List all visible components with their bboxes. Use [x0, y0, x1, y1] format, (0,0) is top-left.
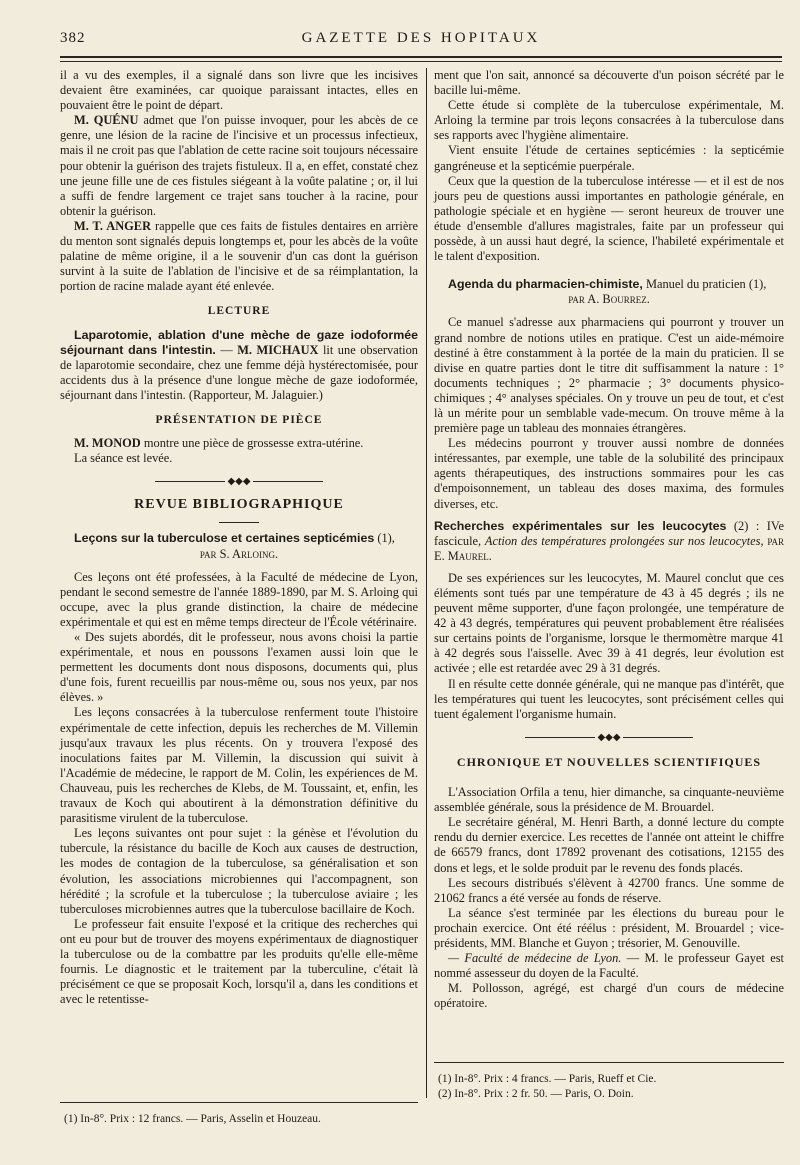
- left-column: [60, 68, 418, 1007]
- paragraph: [60, 436, 418, 451]
- paragraph: Les médecins pourront y trouver aussi nombre de données intéressantes, par exemple, une table de la solubilité des principaux agents thérapeutiques, des instructions sommaires pour les cas d'empoisonnement, un tableau des doses maxima, des formules diverses, etc.: [434, 436, 784, 511]
- closing-line: La séance est levée.: [74, 451, 173, 466]
- book-title: Recherches expérimentales sur les leucocytes: [434, 518, 727, 533]
- paragraph: Ceux que la question de la tuberculose intéresse — et il est de nos jours peu de questions aussi importantes en pathologie générale, en pathologie spéciale et en hygiène — seront heureux de trouver une étude d'ensemble d'allures magistrales, faite par un professeur qui possède, à un aussi haut degré, la science, l'habileté expérimentale et le talent d'exposition.: [434, 173, 784, 264]
- news-heading-italic: — Faculté de médecine de Lyon.: [448, 951, 622, 966]
- footnote-rule: [434, 1062, 784, 1063]
- paragraph: [60, 328, 418, 403]
- book-title-line: [60, 531, 418, 546]
- paragraph-text: — M. le professeur Gayet est nommé assesseur du doyen de la Faculté.: [434, 951, 785, 981]
- book-title-line: [434, 277, 784, 292]
- paragraph: [60, 219, 418, 294]
- paragraph: Vient ensuite l'étude de certaines septicémies : la septicémie gangréneuse et la septicémie puerpérale.: [434, 143, 784, 173]
- footnote: (2) In-8°. Prix : 2 fr. 50. — Paris, O. Doin.: [438, 1088, 634, 1100]
- paragraph: Le secrétaire général, M. Henri Barth, a donné lecture du compte rendu du dernier exercice. Les recettes de l'année ont atteint le chiffre de 66579 francs, dont 17892 provenant des cotisations, 12155 des dons et legs, et le solde produit par le revenu des fonds placés.: [434, 815, 784, 875]
- section-heading-presentation: PRÉSENTATION DE PIÈCE: [155, 413, 323, 426]
- speaker-name: M. MONOD: [74, 436, 141, 451]
- section-heading-revue: REVUE BIBLIOGRAPHIQUE: [134, 497, 344, 513]
- header-rule-thin: [60, 61, 782, 62]
- paragraph: [434, 951, 784, 981]
- speaker-name: M. MICHAUX: [237, 342, 319, 357]
- book-title: Leçons sur la tuberculose et certaines septicémies: [74, 531, 375, 546]
- right-column: [434, 68, 784, 1011]
- column-divider: [426, 68, 427, 1098]
- paragraph: « Des sujets abordés, dit le professeur, nous avons choisi la partie expérimentale, et nous en poussons l'examen aussi loin que le permettent les documents dont nous disposons, documents qui, plus d'une fois, furent recueillis par nous-même ou, sous nos yeux, par nos élèves. »: [60, 630, 418, 705]
- book-title-line: [434, 519, 784, 564]
- paragraph: L'Association Orfila a tenu, hier dimanche, sa cinquante-neuvième assemblée générale, sous la présidence de M. Brouardel.: [434, 785, 784, 815]
- paragraph: Les leçons suivantes ont pour sujet : la génèse et l'évolution du tubercule, la résistance du bacille de Koch aux causes de destruction, les modes de contagion de la tuberculose, sa généralisation et son évolution, les associations microbiennes qui l'accompagnent, son hérédité ; la scrofule et la tuberculose ; la tuberculose aviaire ; les tuberculoses microbiennes autres que la tuberculose bacillaire de Koch.: [60, 826, 418, 916]
- paragraph: Ces leçons ont été professées, à la Faculté de médecine de Lyon, pendant le second semestre de l'année 1889-1890, par M. S. Arloing qui occupe, avec la plus grande distinction, la chaire de médecine expérimentale et qui est en même temps directeur de l'École vétérinaire.: [60, 569, 418, 629]
- page-header: [60, 30, 782, 52]
- speaker-name: M. T. ANGER: [74, 218, 152, 233]
- section-heading-lecture: LECTURE: [207, 305, 271, 318]
- paragraph: Cette étude si complète de la tuberculose expérimentale, M. Arloing la termine par trois leçons consacrées à la tuberculose dans ses rapports avec l'hygiène alimentaire.: [434, 98, 784, 143]
- book-subtitle-italic: Action des températures prolongées sur nos leucocytes,: [484, 533, 764, 548]
- paragraph: ment que l'on sait, annoncé sa découverte d'un poison sécrété par le bacille lui-même.: [434, 68, 784, 98]
- lecture-title: Laparotomie, ablation d'une mèche de gaze iodoformée séjournant dans l'intestin.: [60, 327, 418, 357]
- page-number: 382: [60, 30, 86, 46]
- footnote-rule: [60, 1102, 418, 1103]
- paragraph: Ce manuel s'adresse aux pharmaciens qui pourront y trouver un grand nombre de notions utiles en pratique. C'est un aide-mémoire destiné à être constamment à la portée de la main du praticien. Il se divise en quatre parties dont le titre dit suffisamment la nature : 1° documents techniques ; 2° pharmacie ; 3° documents physico-chimiques ; 4° analyses spéciales. On y trouve un peu de tout, et c'est là un mérite pour un semblable vade-mecum. On trouve même à la première page un tableau des monnaies étrangères.: [434, 315, 784, 436]
- paragraph-text: rappelle que ces faits de fistules dentaires en arrière du menton sont signalés depuis longtemps et, pour les abcès de la voûte palatine de même origine, il a le souvenir d'un cas dont la guérison survint à la suite de l'ablation de l'incisive et de sa réimplantation, la portion de racine malade ayant été enlevée.: [60, 218, 418, 294]
- section-heading-chronique: CHRONIQUE ET NOUVELLES SCIENTIFIQUES: [456, 754, 762, 769]
- dash: —: [215, 342, 238, 357]
- book-subtitle: (2) : IVe fascicule,: [434, 518, 785, 548]
- book-author: par A. Bourrez.: [568, 292, 650, 307]
- footnote: (1) In-8°. Prix : 12 francs. — Paris, Asselin et Houzeau.: [64, 1113, 321, 1125]
- paragraph-text: montre une pièce de grossesse extra-utérine.: [140, 436, 364, 451]
- ornament-divider: ◆◆◆: [434, 730, 784, 745]
- paragraph-text: admet que l'on puisse invoquer, pour les abcès de ce genre, une lésion de la racine de l'incisive et un processus infectieux, mais il ne croit pas que l'ablation de cette racine soit toujours nécessaire pour obtenir la guérison des trajets fistuleux. Il a, en effet, constaté chez une jeune fille une de ces fistules siégeant à la voûte palatine ; or, il lui a suffi de fendre largement ce trajet sans toucher à la racine, pour obtenir la guérison.: [60, 113, 418, 218]
- paragraph: Le professeur fait ensuite l'exposé et la critique des recherches qui ont eu pour but de trouver des moyens expérimentaux de diagnostiquer la tuberculose ou de la combattre par les produits qu'elle elle-même fournis. Le diagnostic et le traitement par la tuberculine, c'était là précisément ce que se proposait Koch, lorsqu'il a, dans les conditions et avec le retentisse-: [60, 916, 418, 1007]
- ornament-divider: ◆◆◆: [60, 474, 418, 489]
- paragraph: Les leçons consacrées à la tuberculose renferment toute l'histoire expérimentale de cette infection, depuis les recherches de M. Villemin jusqu'aux travaux les plus récents. On y trouvera l'exposé des inoculations faites par M. Villemin, la discussion qui suivit à l'Académie de médecine, le rapport de M. Colin, les expériences de M. Chauveau, puis les recherches de Klebs, de M. Toussaint, et, enfin, les travaux de Koch qui aboutirent à la démonstration définitive du parasitisme virulent de la tuberculose.: [60, 705, 418, 826]
- speaker-name: M. QUÉNU: [74, 113, 139, 128]
- book-author: par E. Maurel.: [434, 533, 784, 563]
- book-subtitle: Manuel du praticien (1),: [642, 277, 767, 292]
- paragraph: [60, 113, 418, 219]
- paragraph: De ses expériences sur les leucocytes, M. Maurel conclut que ces éléments sont tués par une température de 43 à 45 degrés ; ils ne peuvent même supporter, d'une façon prolongée, une température de 42 à 43 degrés, températures qui peuvent probablement être réalisées sur certains points de l'organisme, lorsque le thermomètre marque 41 à 42 degrés sous l'aisselle. Avec 39 à 41 degrés, leur évolution est activée ; elle est retardée avec 29 à 31 degrés.: [434, 570, 784, 676]
- footnote: (1) In-8°. Prix : 4 francs. — Paris, Rueff et Cie.: [438, 1073, 657, 1085]
- footnote-ref: (1),: [374, 531, 395, 546]
- paragraph: M. Pollosson, agrégé, est chargé d'un cours de médecine opératoire.: [434, 981, 784, 1011]
- book-title: Agenda du pharmacien-chimiste,: [448, 277, 643, 292]
- header-rule: [60, 56, 782, 58]
- heading-rule: [219, 522, 259, 523]
- book-author: par S. Arloing.: [199, 546, 279, 561]
- paragraph: il a vu des exemples, il a signalé dans son livre que les incisives devaient être examinées, car quoique paraissant intactes, elles en pouvaient être le point de départ.: [60, 68, 418, 113]
- publication-title: GAZETTE DES HOPITAUX: [301, 30, 541, 46]
- paragraph-text: lit une observation de laparotomie secondaire, chez une femme déjà hystérectomisée, pour accidents dus à la présence d'une longue mèche de gaze iodoformée, séjournant dans l'intestin. (Rapporteur, M. Jalaguier.): [60, 342, 418, 402]
- paragraph: La séance s'est terminée par les élections du bureau pour le prochain exercice. Ont été réélus : président, M. Brouardel ; vice-présidents, MM. Blanche et Guyon ; trésorier, M. Genouville.: [434, 905, 784, 950]
- paragraph: Il en résulte cette donnée générale, qui ne manque pas d'intérêt, que les températures qui tuent les leucocytes, sont précisément celles qui tuent également l'organisme humain.: [434, 676, 784, 721]
- paragraph: Les secours distribués s'élèvent à 42700 francs. Une somme de 21062 francs a été versée au fonds de réserve.: [434, 875, 784, 905]
